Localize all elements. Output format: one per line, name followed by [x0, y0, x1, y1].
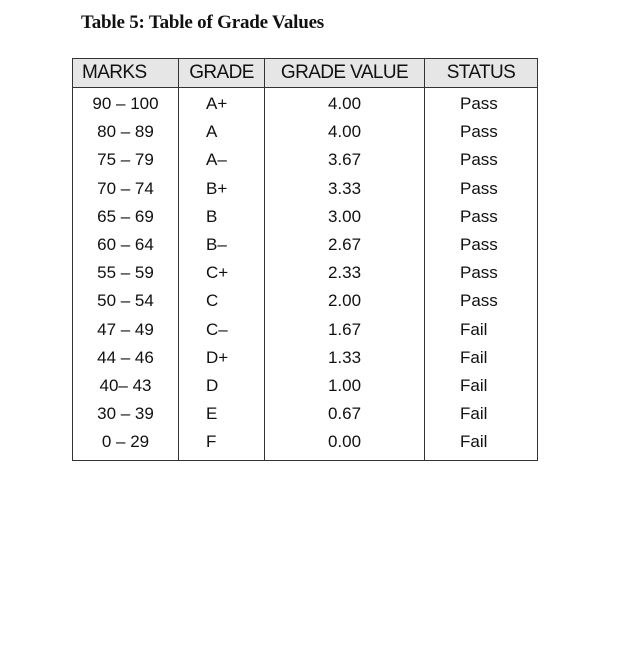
- marks-cell: 40– 43: [73, 372, 179, 400]
- marks-cell: 50 – 54: [73, 287, 179, 315]
- grade-cell: D+: [179, 344, 265, 372]
- grade-cell: E: [179, 400, 265, 428]
- header-grade: GRADE: [179, 59, 265, 88]
- grade-cell: F: [179, 428, 265, 461]
- status-cell: Fail: [425, 344, 538, 372]
- grade-value-cell: 3.67: [265, 146, 425, 174]
- grade-cell: B–: [179, 231, 265, 259]
- grade-cell: B+: [179, 175, 265, 203]
- marks-cell: 65 – 69: [73, 203, 179, 231]
- header-grade-value: GRADE VALUE: [265, 59, 425, 88]
- table-caption: Table 5: Table of Grade Values: [81, 12, 324, 33]
- table-row: [73, 372, 538, 400]
- table-row: [73, 231, 538, 259]
- grade-value-cell: 0.67: [265, 400, 425, 428]
- marks-cell: 80 – 89: [73, 118, 179, 146]
- grade-value-cell: 2.67: [265, 231, 425, 259]
- table-row: [73, 344, 538, 372]
- grade-value-cell: 2.33: [265, 259, 425, 287]
- grade-cell: A+: [179, 88, 265, 119]
- grade-cell: A–: [179, 146, 265, 174]
- table-row: [73, 400, 538, 428]
- table-row: [73, 287, 538, 315]
- status-cell: Fail: [425, 372, 538, 400]
- grade-value-cell: 2.00: [265, 287, 425, 315]
- table-row: [73, 118, 538, 146]
- grade-value-cell: 1.00: [265, 372, 425, 400]
- grade-value-cell: 1.67: [265, 316, 425, 344]
- status-cell: Pass: [425, 146, 538, 174]
- marks-cell: 0 – 29: [73, 428, 179, 461]
- status-cell: Pass: [425, 231, 538, 259]
- table-row: [73, 316, 538, 344]
- grade-value-cell: 4.00: [265, 118, 425, 146]
- status-cell: Fail: [425, 428, 538, 461]
- table-row: [73, 88, 538, 119]
- grade-cell: A: [179, 118, 265, 146]
- table-row: [73, 146, 538, 174]
- header-status: STATUS: [425, 59, 538, 88]
- status-cell: Pass: [425, 175, 538, 203]
- marks-cell: 70 – 74: [73, 175, 179, 203]
- marks-cell: 55 – 59: [73, 259, 179, 287]
- grade-cell: B: [179, 203, 265, 231]
- header-marks: MARKS: [73, 59, 179, 88]
- marks-cell: 44 – 46: [73, 344, 179, 372]
- grade-values-table: [72, 58, 538, 461]
- status-cell: Pass: [425, 287, 538, 315]
- table-body: [73, 88, 538, 461]
- table-row: [73, 175, 538, 203]
- grade-value-cell: 4.00: [265, 88, 425, 119]
- table-row: [73, 428, 538, 461]
- marks-cell: 47 – 49: [73, 316, 179, 344]
- grade-cell: D: [179, 372, 265, 400]
- status-cell: Pass: [425, 259, 538, 287]
- status-cell: Pass: [425, 118, 538, 146]
- grade-cell: C: [179, 287, 265, 315]
- status-cell: Fail: [425, 316, 538, 344]
- grade-value-cell: 3.33: [265, 175, 425, 203]
- grade-cell: C+: [179, 259, 265, 287]
- grade-value-cell: 3.00: [265, 203, 425, 231]
- status-cell: Pass: [425, 203, 538, 231]
- grade-value-cell: 0.00: [265, 428, 425, 461]
- table-row: [73, 259, 538, 287]
- table-row: [73, 203, 538, 231]
- marks-cell: 60 – 64: [73, 231, 179, 259]
- marks-cell: 75 – 79: [73, 146, 179, 174]
- grade-value-cell: 1.33: [265, 344, 425, 372]
- marks-cell: 30 – 39: [73, 400, 179, 428]
- grade-cell: C–: [179, 316, 265, 344]
- table-header: [73, 59, 538, 88]
- marks-cell: 90 – 100: [73, 88, 179, 119]
- header-row: [73, 59, 538, 88]
- status-cell: Pass: [425, 88, 538, 119]
- status-cell: Fail: [425, 400, 538, 428]
